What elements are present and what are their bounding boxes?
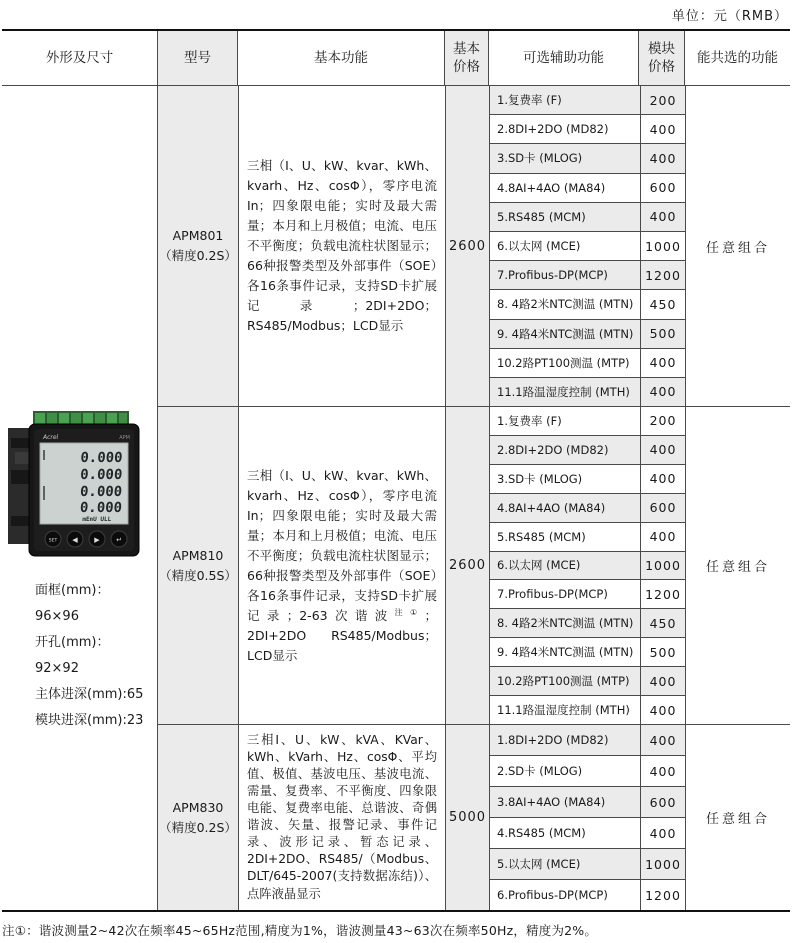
- header-shape-size: 外形及尺寸: [45, 49, 114, 66]
- combinable-cell: 任意组合: [685, 725, 790, 910]
- section-apm801: [158, 86, 790, 406]
- basic-functions-cell: [238, 86, 445, 406]
- option-row: 2.8DI+2DO (MD82) 400: [490, 114, 685, 143]
- option-row: 5.以太网 (MCE) 1000: [490, 848, 685, 879]
- meter-illustration: [7, 408, 147, 564]
- footnote-ref: 注①: [394, 607, 425, 617]
- options-list: [489, 86, 685, 406]
- model-cell: [158, 407, 238, 724]
- basic-functions-text: 三相I、U、kW、kVA、KVar、kWh、kVarh、Hz、cosΦ、平均值、极值、基波电压、基波电流、需量、复费率、不平衡度、四象限电能、复费率电能、总谐波、奇偶谐波、矢量、报警记录、事件记录、波形记录、暂态记录、2DI+2DO、RS485/（Modbus、DLT/645-2007(支持数据冻结)）、点阵液晶显示: [247, 733, 437, 901]
- option-row: 11.1路温湿度控制 (MTH) 400: [490, 695, 685, 724]
- header-model: 型号: [157, 31, 237, 85]
- option-row: 11.1路温湿度控制 (MTH) 400: [490, 377, 685, 406]
- dimension-notes: [35, 578, 157, 734]
- meter-brand-label: Acrel: [43, 434, 59, 441]
- basic-functions-text: 三相（I、U、kW、kvar、kWh、kvarh、Hz、cosΦ），零序电流In；四象限电能；实时及最大需量；本月和上月极值；电流、电压不平衡度；负载电流柱状图显示；66种报警类型及外部事件（SOE）各16条事件记录，支持SD卡扩展记录；2-63次谐波$^{注①}$；2DI+2DO RS485/Modbus；LCD显示: [247, 467, 437, 663]
- basic-price-cell: 2600: [445, 407, 489, 724]
- lcd-footer: mEnU ULL: [82, 516, 112, 523]
- option-row: 6.以太网 (MCE) 1000: [490, 551, 685, 580]
- header-optional-functions: 可选辅助功能: [488, 31, 638, 85]
- svg-text:↵: ↵: [116, 536, 122, 544]
- option-row: 7.Profibus-DP(MCP) 1200: [490, 579, 685, 608]
- table-header-row: [2, 31, 790, 86]
- option-row: 7.Profibus-DP(MCP) 1200: [490, 260, 685, 289]
- option-row: 5.RS485 (MCM) 400: [490, 202, 685, 231]
- option-row: 4.8AI+4AO (MA84) 600: [490, 173, 685, 202]
- lcd-row-1: 0.000: [79, 450, 124, 466]
- option-row: 3.SD卡 (MLOG) 400: [490, 143, 685, 172]
- shape-size-cell: [2, 86, 157, 910]
- footnote: 注①：谐波测量2~42次在频率45~65Hz范围,精度为1%，谐波测量43~63次在频率50Hz，精度为2%。: [2, 923, 598, 938]
- header-basic-price: 基本价格: [444, 31, 488, 85]
- spec-price-table: [2, 29, 790, 912]
- option-row: 6.以太网 (MCE) 1000: [490, 231, 685, 260]
- unit-label: 单位：元（RMB）: [671, 9, 788, 24]
- dim-line: 92×92: [35, 661, 79, 676]
- options-list: [489, 725, 685, 910]
- section-apm810: [158, 406, 790, 724]
- basic-functions-text: 三相（I、U、kW、kvar、kWh、kvarh、Hz、cosΦ），零序电流In；四象限电能；实时及最大需量；本月和上月极值；电流、电压不平衡度；负载电流柱状图显示；66种报警类型及外部事件（SOE）各16条事件记录，支持SD卡扩展记录；2DI+2DO；RS485/Modbus；LCD显示: [247, 158, 437, 333]
- lcd-row-3: 0.000: [79, 484, 123, 500]
- dim-line: 模块进深(mm):23: [35, 713, 144, 728]
- header-combinable: 能共选的功能: [684, 31, 790, 85]
- option-row: 5.RS485 (MCM) 400: [490, 522, 685, 551]
- dim-line: 96×96: [35, 609, 79, 624]
- lcd-row-4: 0.000: [79, 500, 123, 516]
- header-module-price: 模块价格: [638, 31, 684, 85]
- basic-price-cell: 5000: [445, 725, 489, 910]
- header-basic-functions: 基本功能: [237, 31, 444, 85]
- model-cell: [158, 725, 238, 910]
- dim-line: 开孔(mm)：: [35, 635, 110, 650]
- combinable-cell: 任意组合: [685, 407, 790, 724]
- option-row: 8. 4路2米NTC测温 (MTN) 450: [490, 289, 685, 318]
- option-row: 10.2路PT100测温 (MTP) 400: [490, 666, 685, 695]
- option-row: 6.Profibus-DP(MCP) 1200: [490, 879, 685, 910]
- svg-text:SET: SET: [48, 538, 58, 544]
- lcd-row-2: 0.000: [79, 467, 123, 483]
- svg-text:◀: ◀: [72, 536, 78, 544]
- dim-line: 面框(mm)：: [35, 583, 110, 598]
- option-row: 3.SD卡 (MLOG) 400: [490, 464, 685, 493]
- model-name: APM830: [172, 799, 224, 815]
- model-cell: [158, 86, 238, 406]
- power-meter-image: [7, 408, 141, 560]
- option-row: 10.2路PT100测温 (MTP) 400: [490, 348, 685, 377]
- table-body: [2, 86, 790, 910]
- basic-functions-cell: [238, 725, 445, 910]
- option-row: 1.8DI+2DO (MD82) 400: [490, 725, 685, 755]
- dim-line: 主体进深(mm):65: [35, 687, 144, 702]
- model-accuracy: （精度0.5S）: [159, 567, 237, 583]
- model-name: APM810: [172, 547, 224, 563]
- combinable-cell: 任意组合: [685, 86, 790, 406]
- model-sections: [157, 86, 790, 910]
- options-list: [489, 407, 685, 724]
- option-row: 2.SD卡 (MLOG) 400: [490, 755, 685, 786]
- basic-functions-cell: [238, 407, 445, 724]
- meter-model-tag: APM: [119, 435, 130, 441]
- option-row: 4.RS485 (MCM) 400: [490, 817, 685, 848]
- model-accuracy: （精度0.2S）: [159, 248, 237, 263]
- section-apm830: [158, 724, 790, 910]
- option-row: 1.复费率 (F) 200: [490, 86, 685, 114]
- svg-text:▶: ▶: [94, 536, 100, 544]
- option-row: 9. 4路4米NTC测温 (MTN) 500: [490, 637, 685, 666]
- model-accuracy: （精度0.2S）: [159, 819, 237, 835]
- basic-price-cell: 2600: [445, 86, 489, 406]
- option-row: 1.复费率 (F) 200: [490, 407, 685, 435]
- option-row: 2.8DI+2DO (MD82) 400: [490, 435, 685, 464]
- model-name: APM801: [172, 228, 224, 243]
- option-row: 4.8AI+4AO (MA84) 600: [490, 493, 685, 522]
- option-row: 8. 4路2米NTC测温 (MTN) 450: [490, 608, 685, 637]
- option-row: 9. 4路4米NTC测温 (MTN) 500: [490, 319, 685, 348]
- option-row: 3.8AI+4AO (MA84) 600: [490, 786, 685, 817]
